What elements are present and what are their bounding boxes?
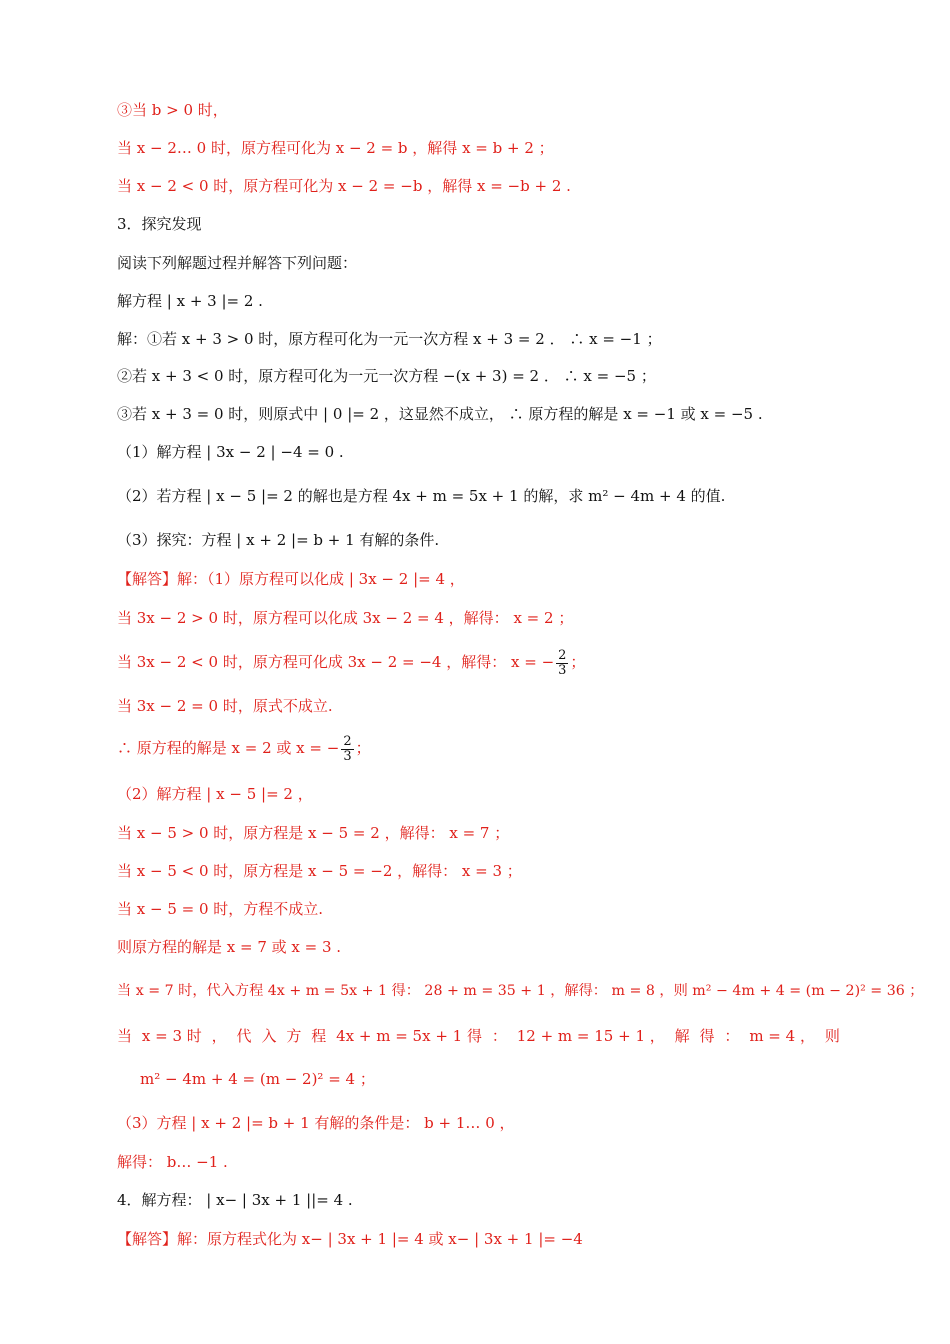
text-segment: ；: [570, 653, 586, 671]
text-line: 当 x − 5 = 0 时，方程不成立.: [117, 900, 324, 918]
fraction: [556, 649, 568, 678]
text-segment: 4x + m = 5x + 1 得: [336, 1027, 482, 1045]
text-line: （2）解方程 | x − 5 |= 2 ，: [117, 785, 313, 803]
fraction-denominator: 3: [343, 748, 352, 764]
answer-line: [117, 1227, 840, 1251]
text-line: 当 x − 5 < 0 时，原方程是 x − 5 = −2 ，解得： x = 3 ；: [117, 862, 522, 880]
text-segment: 入: [261, 1027, 277, 1045]
text-line: m² − 4m + 4 = (m − 2)² = 4 ；: [140, 1070, 375, 1088]
text-segment: ，: [211, 1027, 227, 1045]
text-segment: ∴ 原方程的解是 x = 2 或 x = −: [117, 739, 340, 757]
fraction-numerator: 2: [558, 647, 567, 663]
answer-line: [117, 567, 840, 591]
text-segment: 代: [236, 1027, 252, 1045]
fraction: [341, 735, 353, 764]
text-line: （3）方程 | x + 2 |= b + 1 有解的条件是： b + 1… 0 ，: [117, 1114, 515, 1132]
text-line: 解方程 | x + 3 |= 2 .: [117, 292, 263, 310]
answer-text: 解：原方程式化为 x− | 3x + 1 |= 4 或 x− | 3x + 1 |= −4: [177, 1230, 583, 1248]
text-line: 解得： b… −1 .: [117, 1153, 228, 1171]
section-heading: 3．探究发现: [117, 215, 202, 233]
question-2: （2）若方程 | x − 5 |= 2 的解也是方程 4x + m = 5x + 1 的解，求 m² − 4m + 4 的值.: [117, 487, 726, 505]
section-heading: 4．解方程： | x− | 3x + 1 ||= 4 .: [117, 1191, 353, 1209]
justified-line: [117, 1024, 840, 1048]
text-segment: m = 4 ，: [749, 1027, 815, 1045]
text-segment: ：: [491, 1027, 507, 1045]
text-segment: x = 3 时: [141, 1027, 202, 1045]
text-line: 当 3x − 2 > 0 时，原方程可以化成 3x − 2 = 4 ，解得： x = 2 ；: [117, 609, 574, 627]
text-line: 当 x = 7 时，代入方程 4x + m = 5x + 1 得： 28 + m = 35 + 1 ，解得： m = 8 ，则 m² − 4m + 4 = (m − 2)² = 36 ；: [117, 983, 924, 999]
text-line: 当 3x − 2 = 0 时，原式不成立.: [117, 697, 333, 715]
question-1: （1）解方程 | 3x − 2 | −4 = 0 .: [117, 443, 344, 461]
text-line: ③当 b > 0 时，: [117, 101, 228, 119]
text-line: 阅读下列解题过程并解答下列问题：: [117, 254, 358, 272]
text-segment: ；: [355, 739, 371, 757]
text-segment: 程: [311, 1027, 327, 1045]
fraction-numerator: 2: [343, 733, 352, 749]
text-line: 则原方程的解是 x = 7 或 x = 3 .: [117, 938, 342, 956]
text-segment: 解: [674, 1027, 690, 1045]
text-line: ②若 x + 3 < 0 时，原方程可化为一元一次方程 −(x + 3) = 2 ． ∴ x = −5 ；: [117, 367, 656, 385]
text-segment: 得: [699, 1027, 715, 1045]
text-line: 当 x − 2 < 0 时，原方程可化为 x − 2 = −b ，解得 x = −b + 2 .: [117, 177, 571, 195]
text-segment: 则: [824, 1027, 840, 1045]
text-line: [117, 644, 840, 680]
text-line: [117, 730, 840, 766]
text-line: 解：①若 x + 3 > 0 时，原方程可化为一元一次方程 x + 3 = 2 ． ∴ x = −1 ；: [117, 330, 662, 348]
text-line: 当 x − 2… 0 时，原方程可化为 x − 2 = b ，解得 x = b + 2 ；: [117, 139, 554, 157]
answer-label: 【解答】: [117, 570, 178, 588]
answer-text: 解：（1）原方程可以化成 | 3x − 2 |= 4 ，: [177, 570, 465, 588]
text-segment: 方: [286, 1027, 302, 1045]
text-segment: 当 3x − 2 < 0 时，原方程可化成 3x − 2 = −4 ，解得： x = −: [117, 653, 555, 671]
text-segment: 当: [117, 1027, 133, 1045]
text-line: 当 x − 5 > 0 时，原方程是 x − 5 = 2 ，解得： x = 7 ；: [117, 824, 510, 842]
text-line: ③若 x + 3 = 0 时，则原式中 | 0 |= 2 ，这显然不成立， ∴ 原方程的解是 x = −1 或 x = −5 .: [117, 405, 763, 423]
question-3: （3）探究：方程 | x + 2 |= b + 1 有解的条件.: [117, 531, 440, 549]
answer-label: 【解答】: [117, 1230, 178, 1248]
fraction-denominator: 3: [558, 662, 567, 678]
text-segment: 12 + m = 15 + 1 ，: [516, 1027, 665, 1045]
text-segment: ：: [724, 1027, 740, 1045]
